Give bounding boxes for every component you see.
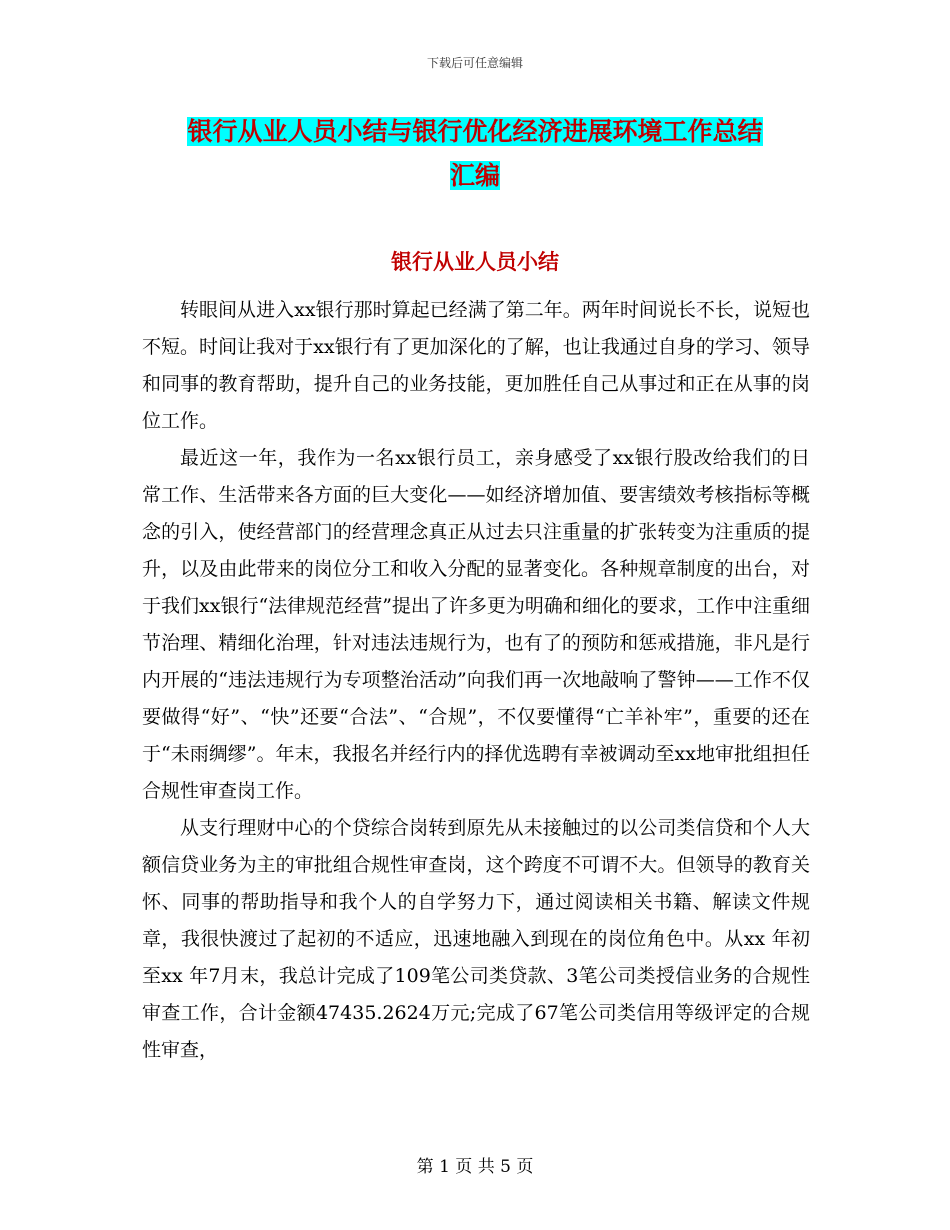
main-title-line2: 汇编: [449, 161, 500, 190]
body-text: [142, 292, 810, 1069]
page-footer: 第 1 页 共 5 页: [416, 1157, 534, 1177]
paragraph-2: 最近这一年，我作为一名xx银行员工，亲身感受了xx银行股改给我们的日常工作、生活带来各方面的巨大变化——如经济增加值、要害绩效考核指标等概念的引入，使经营部门的经营理念真正从过去只注重量的扩张转变为注重质的提升，以及由此带来的岗位分工和收入分配的显著变化。各种规章制度的出台，对于我们xx银行“法律规范经营”提出了许多更为明确和细化的要求，工作中注重细节治理、精细化治理，针对违法违规行为，也有了的预防和惩戒措施，非凡是行内开展的“违法违规行为专项整治活动”向我们再一次地敲响了警钟——工作不仅要做得“好”、“快”还要“合法”、“合规”，不仅要懂得“亡羊补牢”，重要的还在于“未雨绸缪”。年末，我报名并经行内的择优选聘有幸被调动至xx地审批组担任合规性审查岗工作。: [142, 447, 810, 802]
paragraph-1: 转眼间从进入xx银行那时算起已经满了第二年。两年时间说长不长，说短也不短。时间让我对于xx银行有了更加深化的了解，也让我通过自身的学习、领导和同事的教育帮助，提升自己的业务技能，更加胜任自己从事过和正在从事的岗位工作。: [142, 299, 810, 432]
main-title: [140, 110, 810, 198]
paragraph-3: 从支行理财中心的个贷综合岗转到原先从未接触过的以公司类信贷和个人大额信贷业务为主的审批组合规性审查岗，这个跨度不可谓不大。但领导的教育关怀、同事的帮助指导和我个人的自学努力下，通过阅读相关书籍、解读文件规章，我很快渡过了起初的不适应，迅速地融入到现在的岗位角色中。从xx 年初至xx 年7月末，我总计完成了109笔公司类贷款、3笔公司类授信业务的合规性审查工作，合计金额47435.2624万元;完成了67笔公司类信用等级评定的合规性审查，: [142, 817, 810, 1061]
section-title: 银行从业人员小结: [391, 250, 559, 274]
main-title-line1: 银行从业人员小结与银行优化经济进展环境工作总结: [187, 117, 763, 146]
header-note: 下载后可任意编辑: [426, 56, 523, 70]
